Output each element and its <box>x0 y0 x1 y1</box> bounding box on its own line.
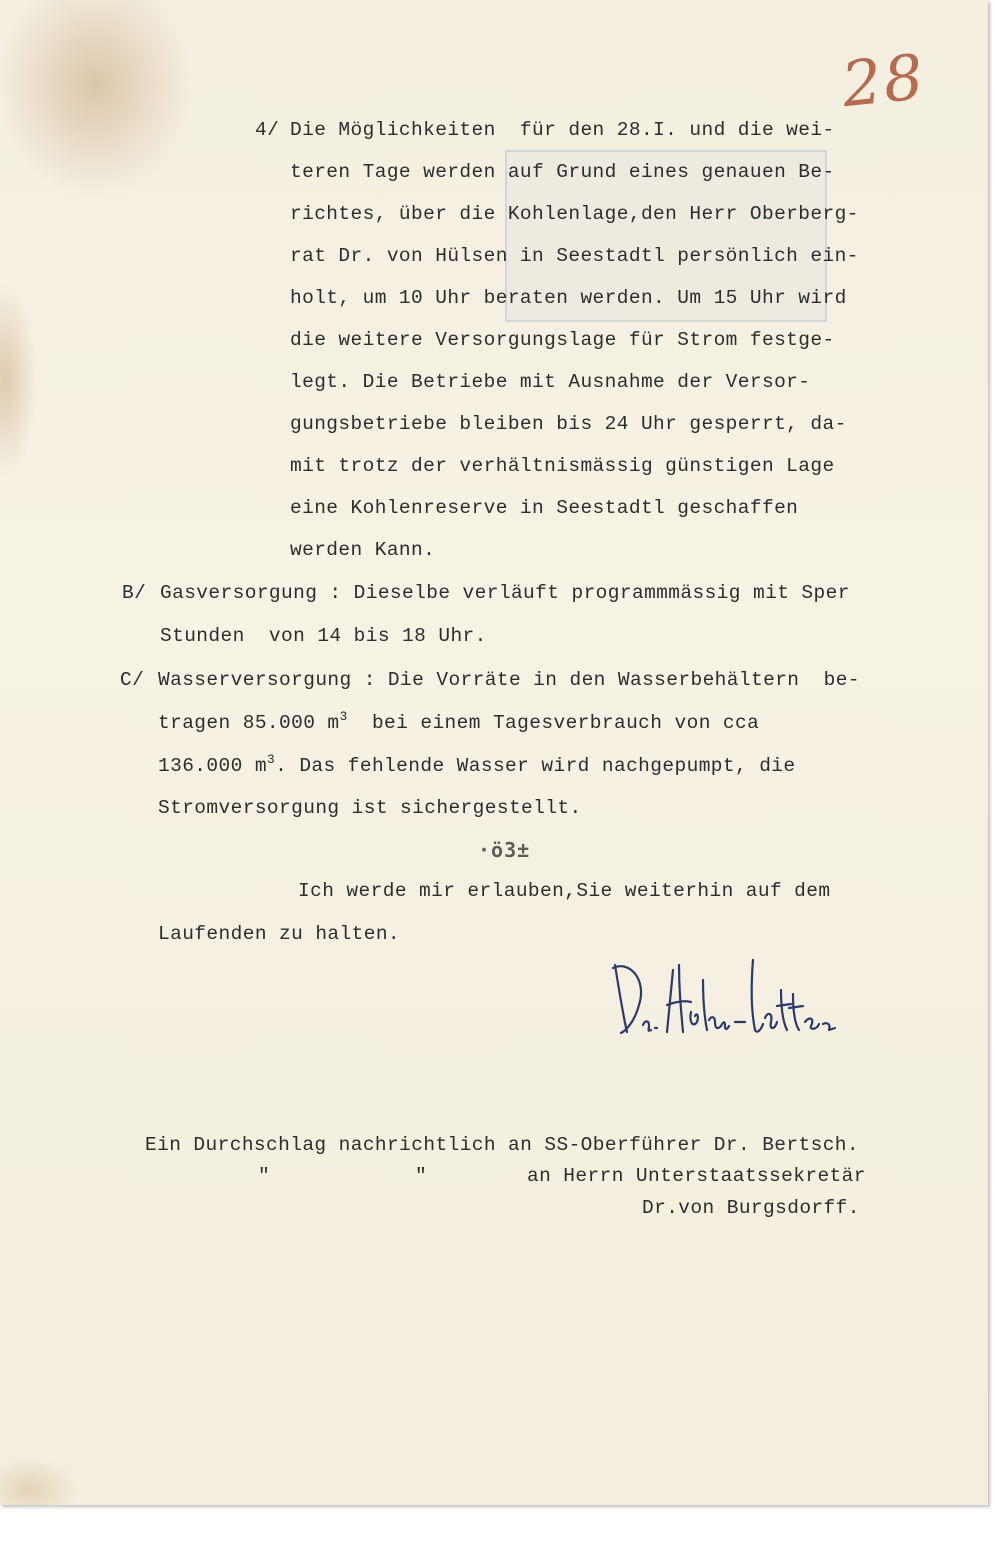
section-b-marker: B/ <box>122 582 147 604</box>
item-4-line-8: gungsbetriebe bleiben bis 24 Uhr gesperrt, da- <box>290 413 847 435</box>
section-c-line-3 <box>158 752 796 777</box>
closing-line-2: Laufenden zu halten. <box>158 923 401 945</box>
distribution-line-3: Dr.von Burgsdorff. <box>642 1197 860 1219</box>
cubic-superscript-1: 3 <box>339 709 348 724</box>
item-4-line-5: holt, um 10 Uhr beraten werden. Um 15 Uhr wird <box>290 287 847 309</box>
section-c-line-3-a: 136.000 m <box>158 755 267 777</box>
distribution-line-1: Ein Durchschlag nachrichtlich an SS-Oberführer Dr. Bertsch. <box>145 1134 860 1156</box>
item-4-line-10: eine Kohlenreserve in Seestadtl geschaffen <box>290 497 799 519</box>
ditto-mark-2: " <box>415 1165 428 1187</box>
item-4-marker: 4/ <box>255 119 280 141</box>
item-4-line-7: legt. Die Betriebe mit Ausnahme der Versor- <box>290 371 811 393</box>
section-c-line-1: Wasserversorgung : Die Vorräte in den Wasserbehältern be- <box>158 669 860 691</box>
item-4-line-6: die weitere Versorgungslage für Strom festge- <box>290 329 835 351</box>
item-4-line-2: teren Tage werden auf Grund eines genauen Be- <box>290 161 835 183</box>
section-c-line-2-b: bei einem Tagesverbrauch von cca <box>347 712 760 734</box>
section-c-line-2 <box>158 709 760 734</box>
section-c-marker: C/ <box>120 669 145 691</box>
item-4-line-1: Die Möglichkeiten für den 28.I. und die wei- <box>290 119 835 141</box>
handwritten-page-number: 28 <box>838 39 929 122</box>
item-4-line-4: rat Dr. von Hülsen in Seestadtl persönlich ein- <box>290 245 859 267</box>
closing-line-1: Ich werde mir erlauben,Sie weiterhin auf dem <box>298 880 831 902</box>
section-c-line-2-a: tragen 85.000 m <box>158 712 340 734</box>
ditto-mark-1: " <box>258 1165 271 1187</box>
distribution-line-2: an Herrn Unterstaatssekretär <box>527 1165 866 1187</box>
signature-strokes <box>605 950 845 1050</box>
cubic-superscript-2: 3 <box>266 752 276 767</box>
section-c-line-3-b: . Das fehlende Wasser wird nachgepumpt, die <box>275 755 796 777</box>
item-4-line-9: mit trotz der verhältnismässig günstigen Lage <box>290 455 835 477</box>
item-4-line-3: richtes, über die Kohlenlage,den Herr Oberberg- <box>290 203 859 225</box>
handwritten-signature <box>605 950 845 1050</box>
section-b-line-1: Gasversorgung : Dieselbe verläuft programmmässig mit Sper <box>160 582 850 604</box>
section-b-line-2: Stunden von 14 bis 18 Uhr. <box>160 625 487 647</box>
smudged-mark: ·ö3± <box>478 838 531 862</box>
section-c-line-4: Stromversorgung ist sichergestellt. <box>158 797 582 819</box>
item-4-line-11: werden Kann. <box>290 539 436 561</box>
